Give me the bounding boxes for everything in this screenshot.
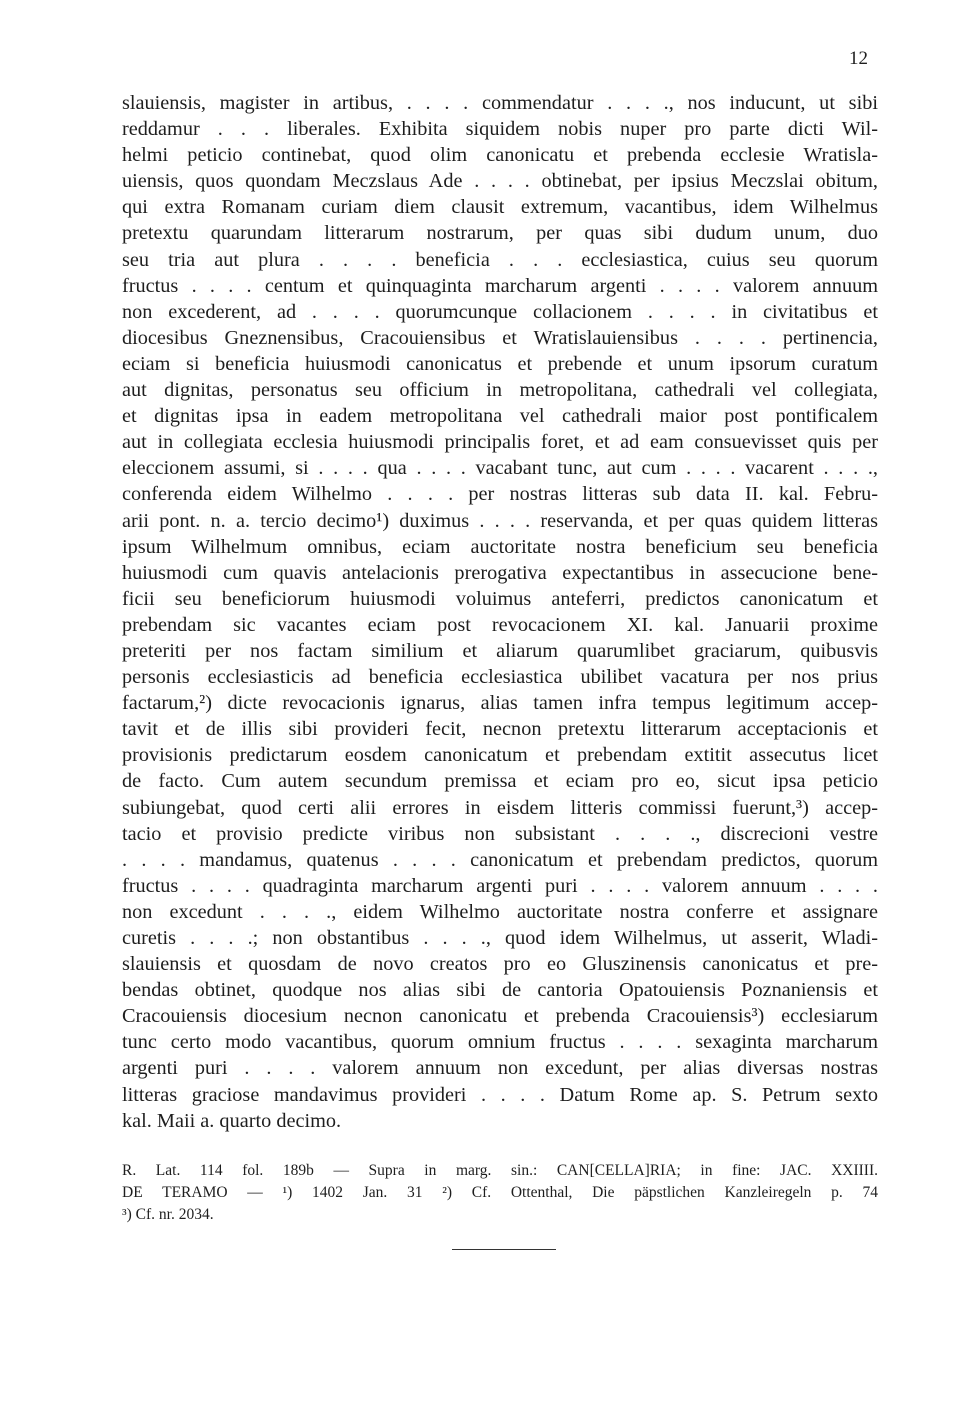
text-line: arii pont. n. a. tercio decimo¹) duximus . . . . reservanda, et per quas quidem litteras [122, 509, 878, 532]
text-line: Cracouiensis diocesium necnon canonicatu et prebenda Cracouiensis³) ecclesiarum [122, 1005, 878, 1028]
text-line: subiungebat, quod certi alii errores in eisdem litteris commissi fuerunt,³) accep- [122, 796, 878, 819]
text-line: tavit et de illis sibi provideri fecit, necnon pretextu litterarum acceptacionis et [122, 718, 878, 741]
text-line: curetis . . . .; non obstantibus . . . ., quod idem Wilhelmus, ut asserit, Wladi- [122, 927, 878, 949]
text-line: seu tria aut plura . . . . beneficia . . . ecclesiastica, cuius seu quorum [122, 248, 878, 271]
text-line: slauiensis et quosdam de novo creatos pro eo Gluszinensis canonicatus et pre- [122, 953, 878, 976]
text-line: ficii seu beneficiorum huiusmodi voluimus anteferri, predictos canonicatum et [122, 587, 878, 610]
text-line: fructus . . . . centum et quinquaginta marcharum argenti . . . . valorem annuum [122, 274, 878, 297]
text-line: eleccionem assumi, si . . . . qua . . . . vacabant tunc, aut cum . . . . vacarent . . . ., [122, 457, 878, 480]
text-line: conferenda eidem Wilhelmo . . . . per nostras litteras sub data II. kal. Febru- [122, 483, 878, 506]
text-line: . . . . mandamus, quatenus . . . . canonicatum et prebendam predictos, quorum [122, 848, 878, 871]
text-line: eciam si beneficia huiusmodi canonicatus et prebende et unum ipsorum curatum [122, 352, 878, 375]
text-line: huiusmodi cum quavis antelacionis prerogativa expectantibus in assecucione bene- [122, 561, 878, 584]
footnote-line: ³) Cf. nr. 2034. [122, 1206, 214, 1223]
text-line: bendas obtinet, quodque nos alias sibi de cantoria Opatouiensis Poznaniensis et [122, 979, 878, 1002]
text-line: personis ecclesiasticis ad beneficia ecclesiastica ubilibet vacatura per nos prius [122, 666, 878, 689]
text-line: non excederent, ad . . . . quorumcunque collacionem . . . . in civitatibus et [122, 300, 878, 323]
text-line: tacio et provisio predicte viribus non subsistant . . . ., discrecioni vestre [122, 822, 878, 845]
text-line: prebendam sic vacantes eciam post revocacionem XI. kal. Januarii proxime [122, 613, 878, 636]
text-line: preteriti per nos factam similium et aliarum quarumlibet graciarum, quibusvis [122, 639, 878, 662]
text-line: slauiensis, magister in artibus, . . . . commendatur . . . ., nos inducunt, ut sibi [122, 92, 878, 114]
text-line: kal. Maii a. quarto decimo. [122, 1109, 342, 1132]
text-line: tunc certo modo vacantibus, quorum omnium fructus . . . . sexaginta marcharum [122, 1031, 878, 1054]
text-line: factarum,²) dicte revocacionis ignarus, alias tamen infra tempus legitimum accep- [122, 692, 878, 715]
body-text [122, 90, 878, 1134]
footnotes [122, 1160, 878, 1226]
text-line: litteras graciose mandavimus provideri . . . . Datum Rome ap. S. Petrum sexto [122, 1083, 878, 1106]
footnote-line: DE TERAMO — ¹) 1402 Jan. 31 ²) Cf. Ottenthal, Die päpstlichen Kanzleiregeln p. 74 [122, 1184, 878, 1201]
text-line: aut in collegiata ecclesia huiusmodi principalis foret, et ad eam consuevisset quis per [122, 431, 878, 454]
end-rule [452, 1249, 556, 1250]
text-line: argenti puri . . . . valorem annuum non excedunt, per alias diversas nostras [122, 1057, 878, 1080]
text-line: provisionis predictarum eosdem canonicatum et prebendam extitit assecutus licet [122, 744, 878, 767]
text-line: fructus . . . . quadraginta marcharum argenti puri . . . . valorem annuum . . . . [122, 874, 878, 897]
text-line: diocesibus Gneznensibus, Cracouiensibus et Wratislauiensibus . . . . pertinencia, [122, 326, 878, 349]
text-line: de facto. Cum autem secundum premissa et eciam pro eo, sicut ipsa peticio [122, 770, 878, 793]
text-line: ipsum Wilhelmum omnibus, eciam auctoritate nostra beneficium seu beneficia [122, 535, 878, 558]
text-line: pretextu quarundam litterarum nostrarum, per quas sibi dudum unum, duo [122, 222, 878, 245]
footnote-line: R. Lat. 114 fol. 189b — Supra in marg. sin.: CAN[CELLA]RIA; in fine: JAC. XXIIII. [122, 1162, 878, 1179]
text-line: aut dignitas, personatus seu officium in metropolitana, cathedrali vel collegiata, [122, 379, 878, 402]
page-number: 12 [849, 48, 868, 69]
text-line: non excedunt . . . ., eidem Wilhelmo auctoritate nostra conferre et assignare [122, 900, 878, 923]
text-line: reddamur . . . liberales. Exhibita siquidem nobis nuper pro parte dicti Wil- [122, 118, 878, 141]
text-line: qui extra Romanam curiam diem clausit extremum, vacantibus, idem Wilhelmus [122, 196, 878, 219]
text-line: uiensis, quos quondam Meczslaus Ade . . . . obtinebat, per ipsius Meczslai obitum, [122, 170, 878, 193]
text-line: helmi peticio continebat, quod olim canonicatu et prebenda ecclesie Wratisla- [122, 144, 878, 167]
text-line: et dignitas ipsa in eadem metropolitana vel cathedrali maior post pontificalem [122, 405, 878, 428]
